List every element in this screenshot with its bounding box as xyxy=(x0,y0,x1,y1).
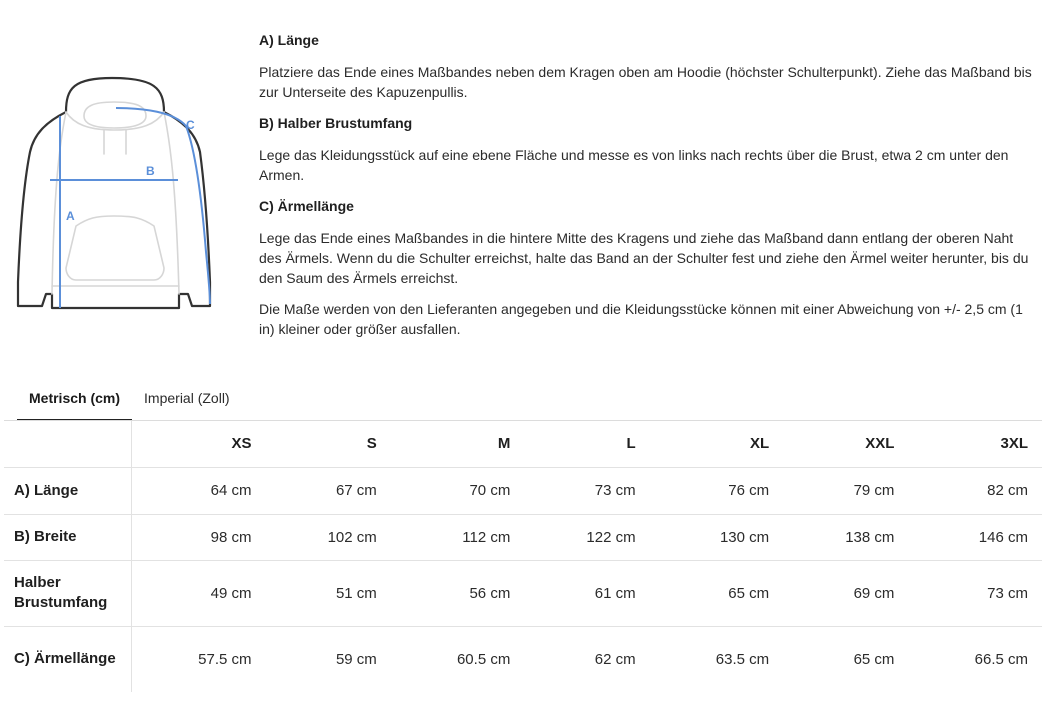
table-cell: 112 cm xyxy=(391,514,525,560)
table-cell: 56 cm xyxy=(391,560,525,626)
table-cell: 138 cm xyxy=(783,514,908,560)
table-cell: 76 cm xyxy=(650,467,784,514)
table-cell: 61 cm xyxy=(524,560,649,626)
table-cell: 69 cm xyxy=(783,560,908,626)
table-cell: 51 cm xyxy=(266,560,391,626)
row-label: B) Breite xyxy=(4,514,131,560)
table-corner xyxy=(4,421,131,467)
size-table xyxy=(4,421,1042,692)
label-b: B xyxy=(146,164,155,178)
row-label: A) Länge xyxy=(4,467,131,514)
table-row xyxy=(4,467,1042,514)
table-cell: 82 cm xyxy=(908,467,1042,514)
table-cell: 102 cm xyxy=(266,514,391,560)
size-header-xxl: XXL xyxy=(783,421,908,467)
table-cell: 64 cm xyxy=(131,467,266,514)
table-cell: 63.5 cm xyxy=(715,650,770,668)
table-cell: 122 cm xyxy=(524,514,649,560)
label-a: A xyxy=(66,209,75,223)
measurement-instructions xyxy=(259,30,1034,350)
table-cell: 98 cm xyxy=(131,514,266,560)
table-cell: 66.5 cm xyxy=(974,650,1028,668)
size-header-row xyxy=(4,421,1042,467)
tolerance-note: Die Maße werden von den Lieferanten angegeben und die Kleidungsstücke können mit einer Abweichung von +/- 2,5 cm (1 in) kleiner oder größer ausfallen. xyxy=(259,301,1023,337)
table-cell: 70 cm xyxy=(391,467,525,514)
section-heading-chest: B) Halber Brustumfang xyxy=(259,115,413,131)
label-c: C xyxy=(186,118,195,132)
table-cell: 73 cm xyxy=(524,467,649,514)
table-cell: 67 cm xyxy=(266,467,391,514)
table-cell: 79 cm xyxy=(783,467,908,514)
size-header-m: M xyxy=(391,421,525,467)
size-header-3xl: 3XL xyxy=(908,421,1042,467)
table-row xyxy=(4,560,1042,626)
size-header-l: L xyxy=(524,421,649,467)
table-cell: 146 cm xyxy=(908,514,1042,560)
table-row xyxy=(4,626,1042,692)
table-cell: 49 cm xyxy=(131,560,266,626)
tab-metric[interactable]: Metrisch (cm) xyxy=(17,380,132,421)
table-row xyxy=(4,514,1042,560)
tab-imperial[interactable]: Imperial (Zoll) xyxy=(144,390,230,406)
table-cell: 65 cm xyxy=(853,650,895,668)
section-text-chest: Lege das Kleidungsstück auf eine ebene Fläche und messe es von links nach rechts über die Brust, etwa 2 cm unter den Armen. xyxy=(259,147,1009,183)
table-cell: 59 cm xyxy=(335,650,377,668)
unit-tabs xyxy=(17,380,242,421)
section-heading-length: A) Länge xyxy=(259,32,319,48)
size-header-xl: XL xyxy=(650,421,784,467)
table-cell: 62 cm xyxy=(594,650,636,668)
table-cell: 57.5 cm xyxy=(198,650,252,668)
table-cell: 60.5 cm xyxy=(456,650,511,668)
row-label: Halber Brustumfang xyxy=(4,560,131,626)
table-cell: 65 cm xyxy=(650,560,784,626)
section-heading-sleeve: C) Ärmellänge xyxy=(259,198,354,214)
row-label: C) Ärmellänge xyxy=(4,626,131,692)
section-text-sleeve: Lege das Ende eines Maßbandes in die hintere Mitte des Kragens und ziehe das Maßband dann entlang der oberen Naht des Ärmels. Wenn du die Schulter erreichst, halte das Band an der Schulter fest und ziehe den Ärmel weiter herunter, bis du den Saum des Ärmels erreichst. xyxy=(259,230,1029,286)
section-text-length: Platziere das Ende eines Maßbandes neben dem Kragen oben am Hoodie (höchster Schulterpunkt). Ziehe das Maßband bis zur Unterseite des Kapuzenpullis. xyxy=(259,64,1032,100)
table-cell: 73 cm xyxy=(908,560,1042,626)
table-cell: 130 cm xyxy=(650,514,784,560)
size-header-xs: XS xyxy=(131,421,266,467)
hoodie-diagram-icon xyxy=(14,72,216,314)
size-header-s: S xyxy=(266,421,391,467)
